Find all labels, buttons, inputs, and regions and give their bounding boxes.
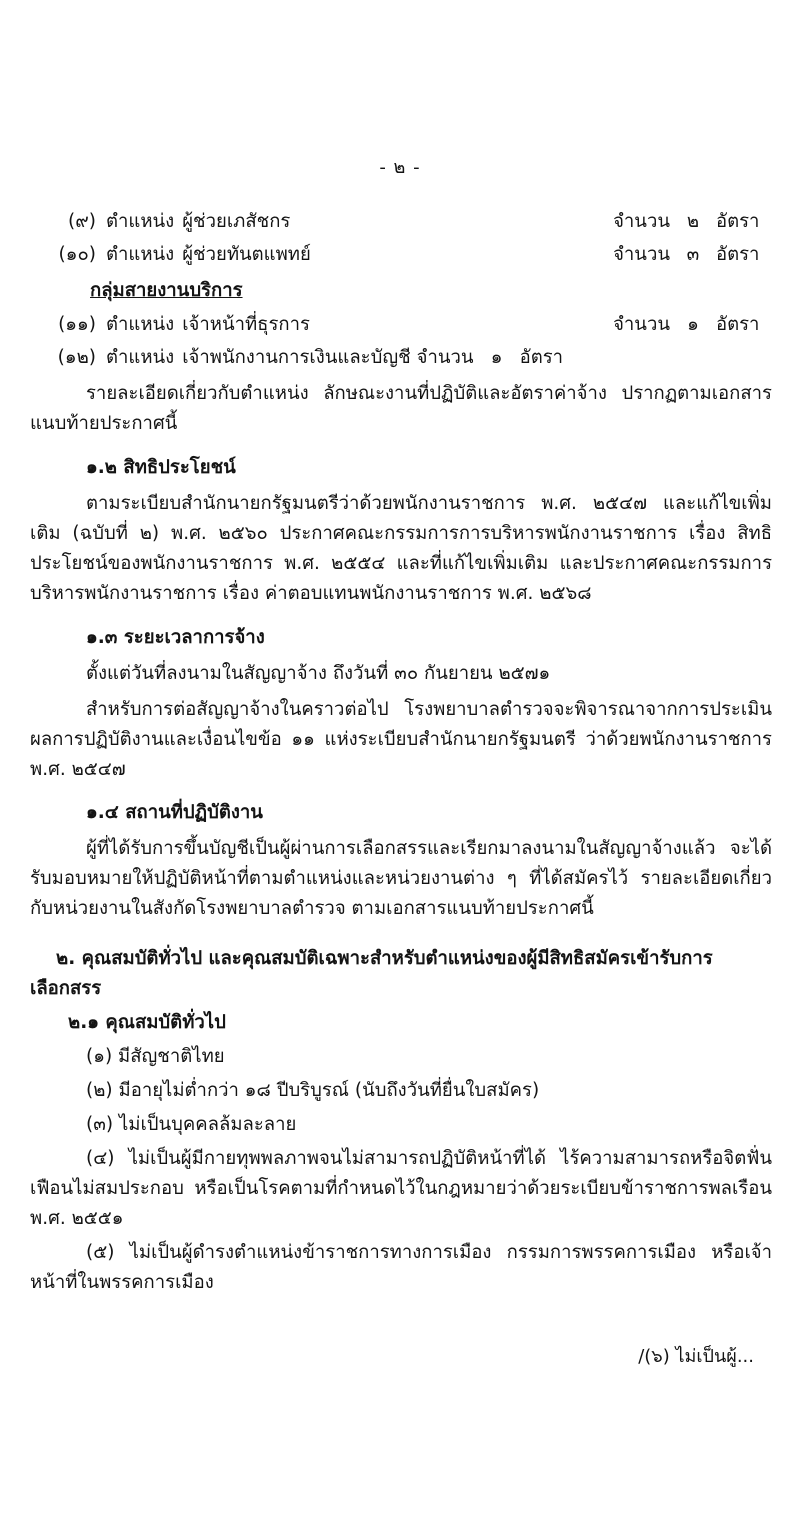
count-unit: อัตรา <box>716 313 760 335</box>
item-number: (๙) <box>68 211 96 232</box>
heading-section-2-1: ๒.๑ คุณสมบัติทั่วไป <box>68 1012 226 1034</box>
count-number: ๓ <box>686 243 700 265</box>
list-item: (๔) ไม่เป็นผู้มีกายทุพพลภาพจนไม่สามารถปฏิบัติหน้าที่ได้ ไร้ความสามารถหรือจิตฟั่นเฟือนไม่สมประกอบ หรือเป็นโรคตามที่กำหนดไว้ในกฎหมายว่าด้วยระเบียบข้าราชการพลเรือน พ.ศ. ๒๕๕๑ <box>30 1148 772 1230</box>
count-unit: อัตรา <box>716 243 760 265</box>
document-content <box>0 207 800 1491</box>
page-number: - ๒ - <box>379 157 421 178</box>
group-heading: กลุ่มสายงานบริการ <box>90 279 243 301</box>
list-item <box>30 310 772 340</box>
count-number: ๒ <box>686 211 700 232</box>
paragraph-position-details: รายละเอียดเกี่ยวกับตำแหน่ง ลักษณะงานที่ปฏิบัติและอัตราค่าจ้าง ปรากฏตามเอกสารแนบท้ายประกาศนี้ <box>30 382 772 434</box>
item-number: (๑๒) <box>57 346 96 368</box>
paragraph-1-3-body1: ตั้งแต่วันที่ลงนามในสัญญาจ้าง ถึงวันที่ ๓๐ กันยายน ๒๕๗๑ <box>86 662 551 684</box>
list-item <box>30 343 772 373</box>
count-label: จำนวน <box>613 211 670 232</box>
position-list-top <box>30 207 772 373</box>
heading-1-2: ๑.๒ สิทธิประโยชน์ <box>86 456 236 478</box>
list-item: (๓) ไม่เป็นบุคคลล้มละลาย <box>86 1114 297 1136</box>
count-label: จำนวน <box>416 346 474 368</box>
heading-1-4: ๑.๔ สถานที่ปฏิบัติงาน <box>86 802 263 824</box>
bottom-padding <box>30 1371 772 1491</box>
count-unit: อัตรา <box>519 346 564 368</box>
position-title: เจ้าหน้าที่ธุรการ <box>182 313 310 335</box>
list-item: (๒) มีอายุไม่ต่ำกว่า ๑๘ ปีบริบูรณ์ (นับถึงวันที่ยื่นใบสมัคร) <box>86 1080 540 1102</box>
footer-continuation-note: /(๖) ไม่เป็นผู้... <box>638 1346 754 1367</box>
heading-section-2: ๒. คุณสมบัติทั่วไป และคุณสมบัติเฉพาะสำหรับตำแหน่งของผู้มีสิทธิสมัครเข้ารับการเลือกสรร <box>30 948 713 1000</box>
count-label: จำนวน <box>613 243 670 265</box>
list-item <box>30 207 772 237</box>
count-label: จำนวน <box>613 313 670 335</box>
count-unit: อัตรา <box>716 211 760 232</box>
group-heading-row <box>30 276 772 306</box>
list-item: (๕) ไม่เป็นผู้ดำรงตำแหน่งข้าราชการทางการเมือง กรรมการพรรคการเมือง หรือเจ้าหน้าที่ในพรรคการเมือง <box>30 1242 772 1294</box>
position-title: ผู้ช่วยทันตแพทย์ <box>182 243 311 265</box>
position-title: ผู้ช่วยเภสัชกร <box>182 211 291 232</box>
position-label: ตำแหน่ง <box>106 211 175 232</box>
position-label: ตำแหน่ง <box>106 346 175 368</box>
item-number: (๑๐) <box>58 243 96 265</box>
list-item <box>30 240 772 270</box>
position-label: ตำแหน่ง <box>106 313 175 335</box>
count-number: ๑ <box>687 313 699 335</box>
item-number: (๑๑) <box>58 313 96 335</box>
paragraph-1-2-body: ตามระเบียบสำนักนายกรัฐมนตรีว่าด้วยพนักงานราชการ พ.ศ. ๒๕๔๗ และแก้ไขเพิ่มเติม (ฉบับที่ ๒) พ.ศ. ๒๕๖๐ ประกาศคณะกรรมการการบริหารพนักงานราชการ เรื่อง สิทธิประโยชน์ของพนักงานราชการ พ.ศ. ๒๕๕๔ และที่แก้ไขเพิ่มเติม และประกาศคณะกรรมการบริหารพนักงานราชการ เรื่อง ค่าตอบแทนพนักงานราชการ พ.ศ. ๒๕๖๘ <box>30 492 772 604</box>
paragraph-1-3-body2: สำหรับการต่อสัญญาจ้างในคราวต่อไป โรงพยาบาลตำรวจจะพิจารณาจากการประเมินผลการปฏิบัติงานและเงื่อนไขข้อ ๑๑ แห่งระเบียบสำนักนายกรัฐมนตรี ว่าด้วยพนักงานราชการ พ.ศ. ๒๕๔๗ <box>30 698 772 780</box>
list-item: (๑) มีสัญชาติไทย <box>86 1046 225 1068</box>
count-number: ๑ <box>490 346 503 368</box>
heading-1-3: ๑.๓ ระยะเวลาการจ้าง <box>86 626 265 648</box>
position-label: ตำแหน่ง <box>106 243 175 265</box>
paragraph-1-4-body: ผู้ที่ได้รับการขึ้นบัญชีเป็นผู้ผ่านการเลือกสรรและเรียกมาลงนามในสัญญาจ้างแล้ว จะได้รับมอบหมายให้ปฏิบัติหน้าที่ตามตำแหน่งและหน่วยงานต่าง ๆ ที่ได้สมัครไว้ รายละเอียดเกี่ยวกับหน่วยงานในสังกัดโรงพยาบาลตำรวจ ตามเอกสารแนบท้ายประกาศนี้ <box>30 838 772 920</box>
position-title: เจ้าพนักงานการเงินและบัญชี <box>182 346 411 368</box>
